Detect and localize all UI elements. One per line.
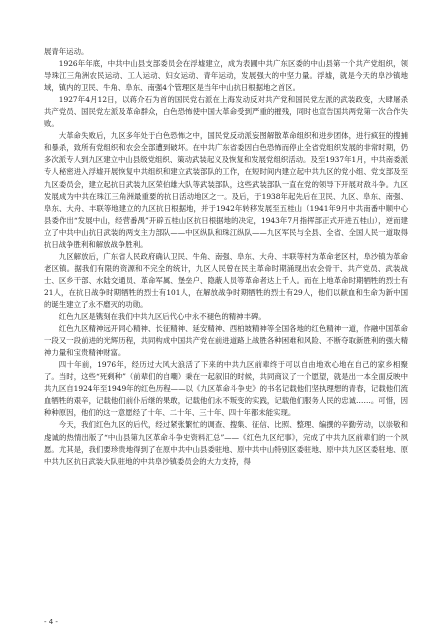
paragraph-7: 红色九区精神远开同心精神、长征精神、延安精神、西柏坡精神等全国各地的红色精神一道，作融中国革命一段又一段前进的光辉历程，共同构成中国共产党在前进道路上战胜各种困难和风险、不断夺取新胜利的强大精神力量和宝贵精神财富。	[44, 324, 408, 358]
page-number: - 4 -	[44, 618, 58, 626]
document-body	[44, 46, 408, 612]
paragraph-1: 展青年运动。	[44, 47, 89, 56]
paragraph-2: 1926年年底，中共中山县支部委员会在浮墟建立，成为表圃中共广东区委的中山县第一个共产党组织，领导珠江三角洲农民运动、工人运动、妇女运动、青年运动，发展强大的中坚力量。浮墟，就是今天的阜沙镇地域，镇内的卫民、牛角、阜东、南强4个管理区是当年中山抗日根据地之首区。	[44, 59, 408, 93]
paragraph-6: 红色九区是镌刻在我们中共九区后代心中永不褪色的精神丰碑。	[58, 312, 266, 322]
paragraph-5: 九区解放后，广东省人民政府确认卫民、牛角、南强、阜东、大舟、丰联等村为革命老区村，阜沙镇为革命老区镇。据我们有限的资源和不完全的统计，九区人民曾在民主革命时期涌现出农会骨干、共产党员、武装战士、区乡干部、水陆交通员、革命军属、堡垒户、隐蔽人员等革命者达上千人。而在上地革命时期牺牲的烈士有21人，在抗日战争时期牺牲的烈士有101人，在解放战争时期牺牲的烈士有29人，他们以献血和生命为新中国的诞生建立了永不磨灭的功勋。	[44, 251, 408, 309]
paragraph-4: 大革命失败后，九区多年处于白色恐怖之中，国民党反动派妄图解散革命组织和进步团体，进行疯狂的搜捕和暴杀，致所有党组织和农会全部遭到破坏。在中共广东省委因白色恐怖而停止全省党组织发展的非常时期，仍多次派专人到九区建立中山县级党组织、策动武装起义及恢复和发展党组织活动。及至1937年1月，中共南委派专人秘密进入浮墟开展恢复中共组织和建立武装部队的工作，在短时间内建立起中共九区的党小组、党支部及至九区委员会，建立起抗日武装九区荣伯雄大队等武装部队，这些武装部队一直在党的领导下开展对敌斗争。九区发展成为中共在珠江三角洲最重要的抗日活动地区之一。及后，于1938年起先后在卫民、九区、阜东、南强、阜东、大舟、丰联等地建立的九区抗日根据地，并于1942年转移发展至五桂山（1941年9月中共南番中顺中心县委作出“发展中山，经营番禺”开辟五桂山区抗日根据地的决定，1943年7月指挥部正式开进五桂山），逆而建立了中共中山抗日武装的两支主力部队——中区纵队和珠江纵队——九区军民与全县、全省、全国人民一道取得抗日战争胜利和解放战争胜利。	[44, 131, 408, 249]
paragraph-8: 四十年前，1976年，经历过大风大浪活了下来的中共九区前辈终于可以自由地欢心地在自己的家乡相聚了。当时，这些“死剩种”（前辈们的自嘲）秉在一起叙旧的时候，共同商议了一个愿望，就是出一本全面反映中共九区自1924年至1949年的红色历程——以《九区革命斗争史》的书名记载他们坚执理想的青春，记载他们流血牺牲的艰辛，记载他们前仆后继的果敢，记载他们永不叛变的实践，记载他们服务人民的忠诚……。可惜，因种种原因，他们的这一意愿经了十年、二十年、三十年、四十年都未能实现。	[44, 360, 408, 418]
paragraph-3: 1927年4月12日，以蒋介石为首的国民党右派在上海发动反对共产党和国民党左派的武装政变，大肆屠杀共产党员、国民党左派及革命群众，白色恐怖使中国大革命受到严重的摧残，同时也宣告国共两党第一次合作失败。	[44, 95, 408, 129]
paragraph-9: 今天，我们红色九区的后代，经过紧张繁忙的调查、搜集、征信、比照、整理、编撰的辛勤劳动，以崇敬和虔诚的热情出版了“中山县第九区革命斗争史资料汇总”——《红色九区纪事》，完成了中共九区前辈们的一个夙愿。尤其是，我们要珍贵地得到了在原中共中山县委驻地、原中共中山特别区委驻地、原中共九区区委驻地、原中共九区抗日武装大队驻地的中共阜沙镇委员会的大力支持，得	[44, 420, 408, 466]
